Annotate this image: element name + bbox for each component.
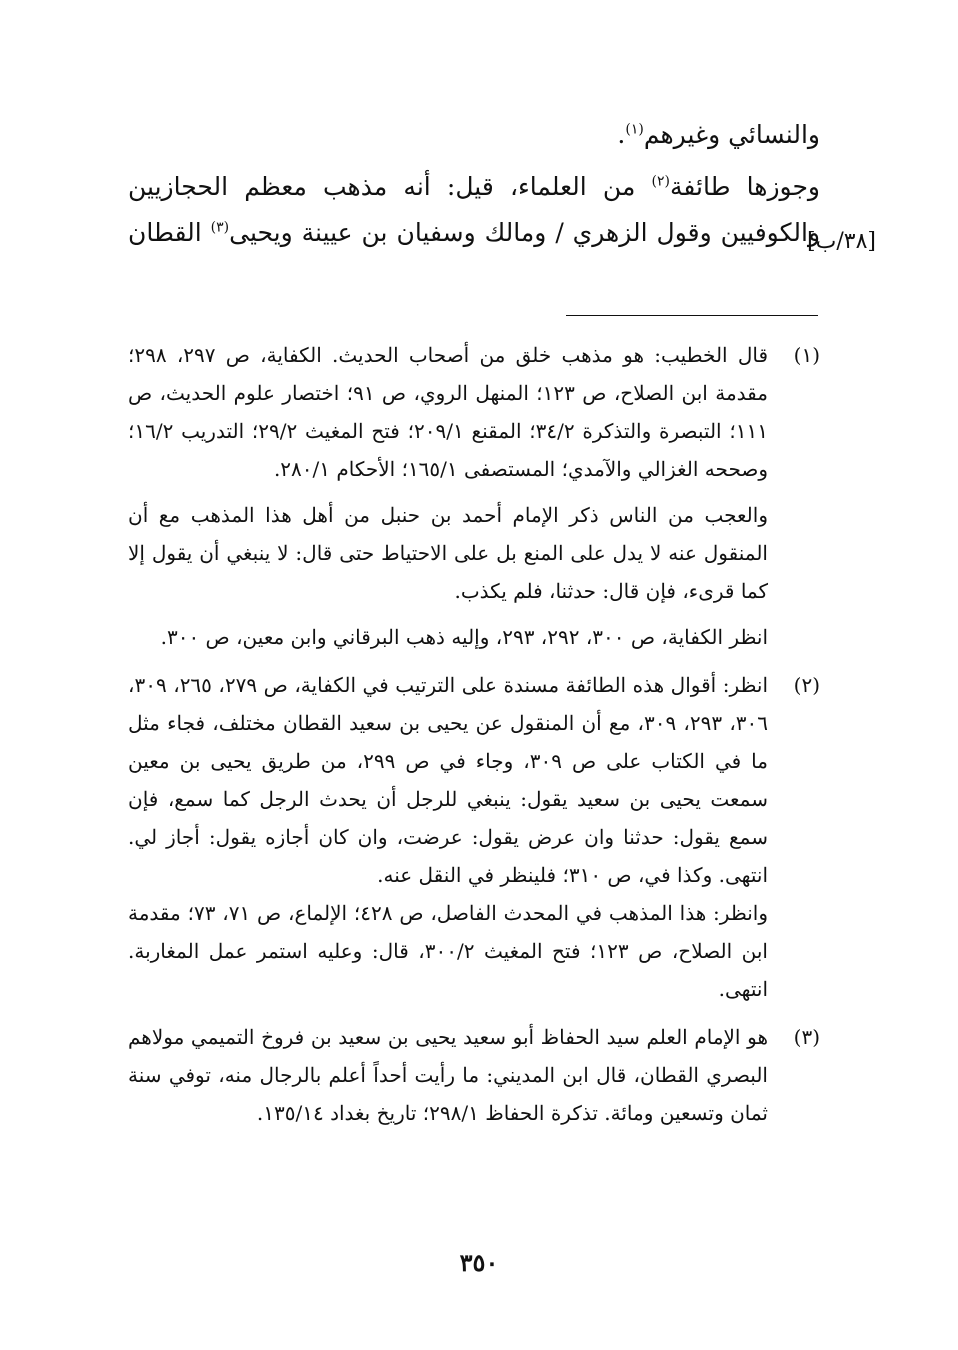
footnote-3: [128, 1018, 820, 1132]
footnote-1: [128, 336, 820, 656]
page-number: ٣٥٠: [459, 1248, 499, 1277]
footnote-2: [128, 666, 820, 1008]
footnote-paragraph: انظر: أقوال هذه الطائفة مسندة على الترتيب في الكفاية، ص ٢٧٩، ٢٦٥، ٣٠٩، ٣٠٦، ٢٩٣، ٣٠٩، مع أن المنقول عن يحيى بن سعيد القطان مختلف، فجاء مثل ما في الكتاب على ص ٣٠٩، وجاء في ص ٢٩٩، من طريق يحيى بن معين سمعت يحيى بن سعيد يقول: ينبغي للرجل أن يحدث الرجل كما سمع، فإن سمع يقول: حدثنا وان عرض يقول: عرضت، وان كان أجازه يقول: أجاز لي. انتهى. وكذا في، ص ٣١٠؛ فلينظر في النقل عنه.: [128, 673, 769, 887]
footnote-paragraph: انظر الكفاية، ص ٣٠٠، ٢٩٢، ٢٩٣، وإليه ذهب البرقاني وابن معين، ص ٣٠٠.: [160, 625, 768, 649]
footnote-marker-3: (٣): [210, 219, 230, 236]
footnote-number: (٣): [793, 1025, 820, 1049]
manuscript-folio-reference: [٣٨/ب]: [807, 229, 876, 254]
footnote-number: (٢): [793, 673, 820, 697]
footnote-number: (١): [793, 343, 820, 367]
footnote-marker-1: (١): [625, 121, 644, 138]
main-paragraph-1: والنسائي وغيرهم$^{(١)}$.: [617, 120, 820, 149]
footnote-paragraph: قال الخطيب: هو مذهب خلق من أصحاب الحديث. الكفاية، ص ٢٩٧، ٢٩٨؛ مقدمة ابن الصلاح، ص ١٢٣؛ المنهل الروي، ص ٩١؛ اختصار علوم الحديث، ص ١١١؛ التبصرة والتذكرة ٣٤/٢؛ المقنع ٢٠٩/١؛ فتح المغيث ٢٩/٢؛ التدريب ١٦/٢؛ وصححه الغزالي والآمدي؛ المستصفى ١٦٥/١؛ الأحكام ٢٨٠/١.: [128, 343, 769, 481]
footnote-marker-2: (٢): [651, 173, 670, 190]
footnote-paragraph: وانظر: هذا المذهب في المحدث الفاصل، ص ٤٢٨؛ الإلماع، ص ٧١، ٧٣؛ مقدمة ابن الصلاح، ص ١٢٣؛ فتح المغيث ٣٠٠/٢، قال: وعليه استمر عمل المغاربة. انتهى.: [128, 901, 769, 1001]
footnote-divider: [566, 315, 818, 316]
main-text: [128, 112, 820, 262]
footnote-paragraph: هو الإمام العلم سيد الحفاظ أبو سعيد يحيى بن سعيد بن فروخ التميمي مولاهم البصري القطان، قال ابن المديني: ما رأيت أحداً أعلم بالرجال منه، توفي سنة ثمان وتسعين ومائة. تذكرة الحفاظ ٢٩٨/١؛ تاريخ بغداد ١٣٥/١٤.: [128, 1025, 768, 1125]
main-paragraph-2: وجوزها طائفة$^{(٢)}$ من العلماء، قيل: أنه مذهب معظم الحجازيين والكوفيين وقول الزهري / ومالك وسفيان بن عيينة ويحيى$^{(٣)}$ القطان: [128, 172, 821, 247]
footnote-paragraph: والعجب من الناس ذكر الإمام أحمد بن حنبل من أهل هذا المذهب مع أن المنقول عنه لا يدل على المنع بل على الاحتياط حتى قال: لا ينبغي أن يقول إلا كما قرىء، فإن قال: حدثنا، فلم يكذب.: [128, 503, 768, 603]
footnotes-section: [128, 336, 820, 1142]
